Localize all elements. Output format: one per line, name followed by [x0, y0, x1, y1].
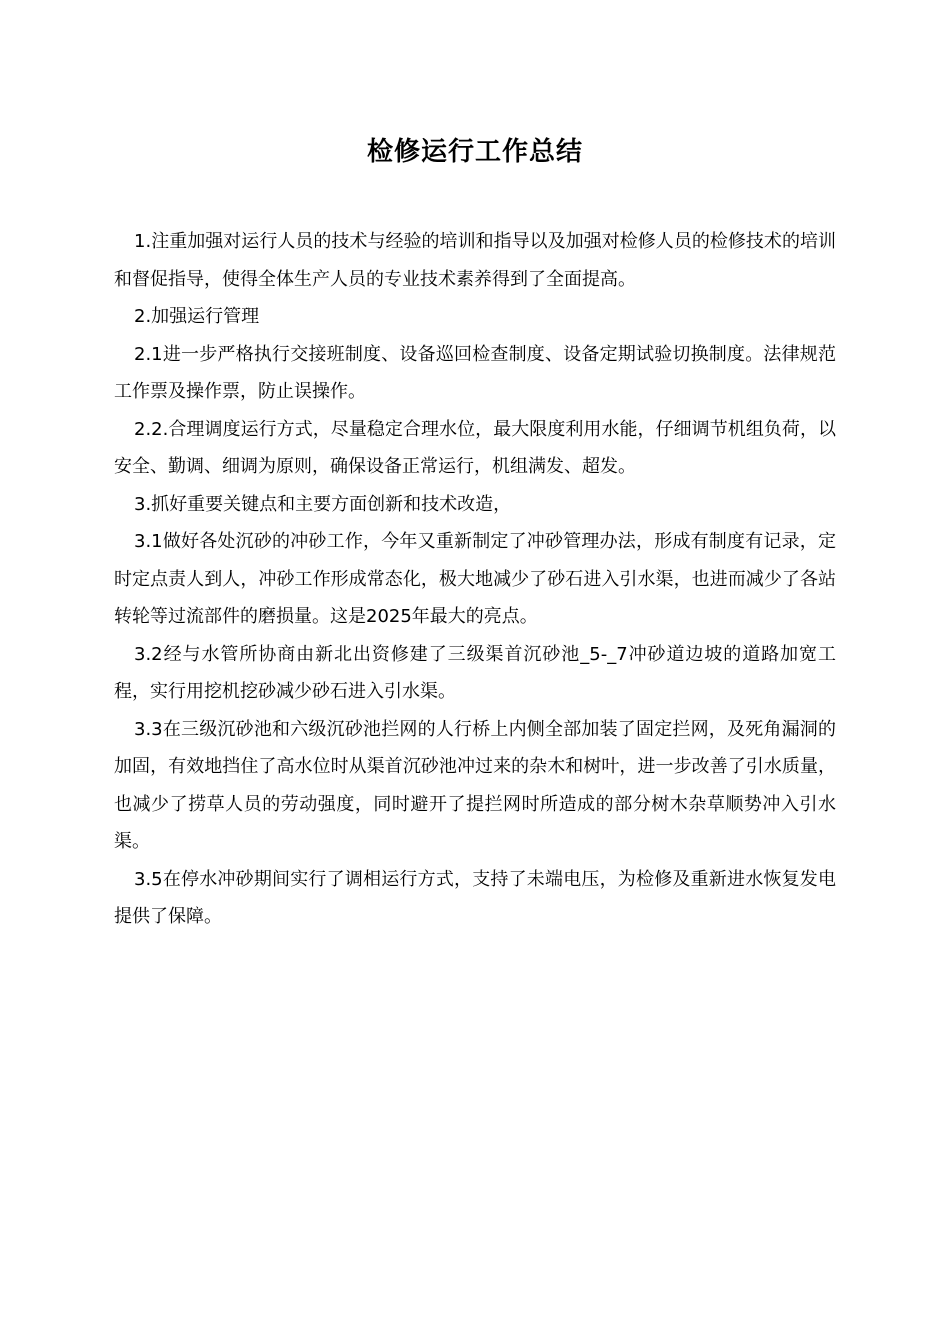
paragraph-3-1: 3.1做好各处沉砂的冲砂工作，今年又重新制定了冲砂管理办法，形成有制度有记录，定时定点责人到人，冲砂工作形成常态化，极大地减少了砂石进入引水渠，也进而减少了各站转轮等过流部件的磨损量。这是2025年最大的亮点。	[114, 531, 836, 627]
document-body	[114, 223, 836, 936]
paragraph-3-3: 3.3在三级沉砂池和六级沉砂池拦网的人行桥上内侧全部加装了固定拦网，及死角漏洞的加固，有效地挡住了高水位时从渠首沉砂池冲过来的杂木和树叶，进一步改善了引水质量，也减少了捞草人员的劳动强度，同时避开了提拦网时所造成的部分树木杂草顺势冲入引水渠。	[114, 718, 836, 852]
document-title: 检修运行工作总结	[366, 137, 583, 167]
paragraph-3: 3.抓好重要关键点和主要方面创新和技术改造，	[134, 493, 512, 515]
paragraph-2: 2.加强运行管理	[134, 306, 260, 327]
paragraph-3-5: 3.5在停水冲砂期间实行了调相运行方式，支持了未端电压，为检修及重新进水恢复发电提供了保障。	[114, 868, 836, 927]
paragraph-2-1: 2.1进一步严格执行交接班制度、设备巡回检查制度、设备定期试验切换制度。法律规范工作票及操作票，防止误操作。	[114, 343, 836, 402]
paragraph-1: 1.注重加强对运行人员的技术与经验的培训和指导以及加强对检修人员的检修技术的培训和督促指导，使得全体生产人员的专业技术素养得到了全面提高。	[114, 231, 836, 290]
paragraph-2-2: 2.2.合理调度运行方式，尽量稳定合理水位，最大限度利用水能，仔细调节机组负荷，以安全、勤调、细调为原则，确保设备正常运行，机组满发、超发。	[114, 418, 836, 477]
paragraph-3-2: 3.2经与水管所协商由新北出资修建了三级渠首沉砂池_5-_7冲砂道边坡的道路加宽工程，实行用挖机挖砂减少砂石进入引水渠。	[114, 643, 836, 702]
